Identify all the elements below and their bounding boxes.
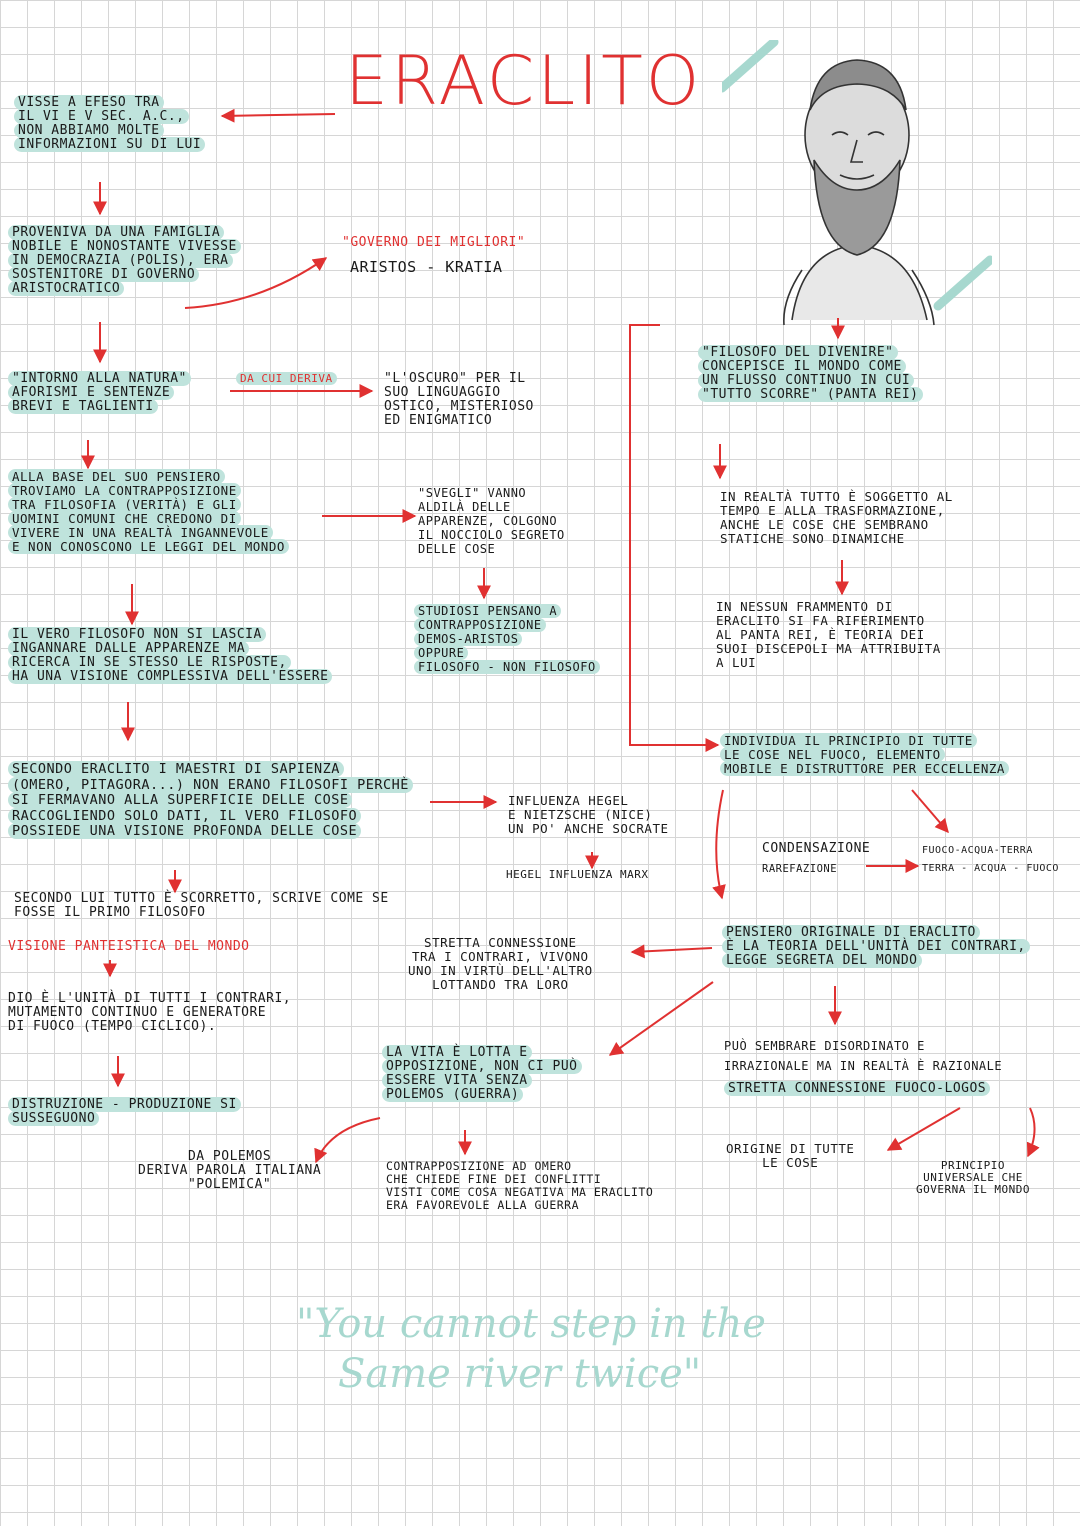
- note-contrapposizione-omero: CONTRAPPOSIZIONE AD OMERO CHE CHIEDE FINE DEI CONFLITTI VISTI COME COSA NEGATIVA MA ERACLITO ERA FAVOREVOLE ALLA GUERRA: [386, 1159, 654, 1212]
- note-puo-sembrare: PUÒ SEMBRARE DISORDINATO E IRRAZIONALE MA IN REALTÀ È RAZIONALE: [724, 1039, 1003, 1073]
- note-visione-panteistica: VISIONE PANTEISTICA DEL MONDO: [8, 939, 250, 954]
- note-frammento: IN NESSUN FRAMMENTO DI ERACLITO SI FA RIFERIMENTO AL PANTA REI, È TEORIA DEI SUOI DISCEPOLI MA ATTRIBUITA A LUI: [716, 599, 941, 670]
- note-aristos-kratia: ARISTOS - KRATIA: [350, 258, 503, 276]
- note-dio-unita: DIO È L'UNITÀ DI TUTTI I CONTRARI, MUTAMENTO CONTINUO E GENERATORE DI FUOCO (TEMPO CICLICO).: [8, 991, 292, 1034]
- note-maestri-sapienza: SECONDO ERACLITO I MAESTRI DI SAPIENZA (OMERO, PITAGORA...) NON ERANO FILOSOFI PERCHÈ SI FERMAVANO ALLA SUPERFICIE DELLE COSE RACCOGLIENDO SOLO DATI, IL VERO FILOSOFO POSSIEDE UNA VISIONE PROFONDA DELLE COSE: [8, 762, 413, 840]
- label-rarefazione: RAREFAZIONE: [762, 863, 838, 875]
- note-realta-trasformazione: IN REALTÀ TUTTO È SOGGETTO AL TEMPO E ALLA TRASFORMAZIONE, ANCHE LE COSE CHE SEMBRANO STATICHE SONO DINAMICHE: [720, 489, 953, 546]
- note-polemica: DA POLEMOS DERIVA PAROLA ITALIANA "POLEMICA": [138, 1149, 322, 1192]
- note-unita-contrari: PENSIERO ORIGINALE DI ERACLITO È LA TEORIA DELL'UNITÀ DEI CONTRARI, LEGGE SEGRETA DEL MONDO: [722, 926, 1030, 968]
- note-principio-fuoco: INDIVIDUA IL PRINCIPIO DI TUTTE LE COSE NEL FUOCO, ELEMENTO MOBILE E DISTRUTTORE PER ECCELLENZA: [720, 734, 1009, 776]
- note-visse-efeso: VISSE A EFESO TRA IL VI E V SEC. A.C., NON ABBIAMO MOLTE INFORMAZIONI SU DI LUI: [14, 96, 205, 152]
- note-alla-base: ALLA BASE DEL SUO PENSIERO TROVIAMO LA CONTRAPPOSIZIONE TRA FILOSOFIA (VERITÀ) E GLI UOMINI COMUNI CHE CREDONO DI VIVERE IN UNA REALTÀ INGANNEVOLE E NON CONOSCONO LE LEGGI DEL MONDO: [8, 470, 289, 554]
- note-principio-universale: PRINCIPIO UNIVERSALE CHE GOVERNA IL MONDO: [916, 1159, 1030, 1196]
- label-condensazione-sequenza: FUOCO-ACQUA-TERRA: [922, 845, 1033, 856]
- note-filosofo-divenire: "FILOSOFO DEL DIVENIRE" CONCEPISCE IL MONDO COME UN FLUSSO CONTINUO IN CUI "TUTTO SCORRE" (PANTA REI): [698, 346, 923, 402]
- note-influenza-hegel: INFLUENZA HEGEL E NIETZSCHE (NICE) UN PO' ANCHE SOCRATE: [508, 793, 669, 836]
- note-famiglia-nobile: PROVENIVA DA UNA FAMIGLIA NOBILE E NONOSTANTE VIVESSE IN DEMOCRAZIA (POLIS), ERA SOSTENITORE DI GOVERNO ARISTOCRATICO: [8, 226, 241, 296]
- note-fuoco-logos: STRETTA CONNESSIONE FUOCO-LOGOS: [724, 1082, 990, 1096]
- note-origine: ORIGINE DI TUTTE LE COSE: [726, 1141, 855, 1170]
- note-hegel-marx: HEGEL INFLUENZA MARX: [506, 868, 649, 881]
- note-vero-filosofo: IL VERO FILOSOFO NON SI LASCIA INGANNARE DALLE APPARENZE MA RICERCA IN SE STESSO LE RISPOSTE, HA UNA VISIONE COMPLESSIVA DELL'ESSERE: [8, 628, 332, 684]
- note-governo-migliori: "GOVERNO DEI MIGLIORI": [342, 235, 526, 250]
- label-rarefazione-sequenza: TERRA - ACQUA - FUOCO: [922, 863, 1059, 874]
- page-title: ERACLITO: [345, 42, 703, 121]
- note-oscuro: "L'OSCURO" PER IL SUO LINGUAGGIO OSTICO, MISTERIOSO ED ENIGMATICO: [384, 371, 534, 428]
- note-intorno-natura: "INTORNO ALLA NATURA" AFORISMI E SENTENZE BREVI E TAGLIENTI: [8, 372, 191, 414]
- note-distruzione: DISTRUZIONE - PRODUZIONE SI SUSSEGUONO: [8, 1098, 241, 1126]
- label-da-cui-deriva: DA CUI DERIVA: [236, 372, 337, 386]
- note-svegli: "SVEGLI" VANNO ALDILÀ DELLE APPARENZE, COLGONO IL NOCCIOLO SEGRETO DELLE COSE: [418, 486, 565, 556]
- quote-line-2: Same river twice": [338, 1351, 702, 1397]
- label-condensazione: CONDENSAZIONE: [762, 841, 871, 856]
- note-studiosi: STUDIOSI PENSANO A CONTRAPPOSIZIONE DEMOS-ARISTOS OPPURE FILOSOFO - NON FILOSOFO: [414, 604, 600, 674]
- note-stretta-connessione: STRETTA CONNESSIONE TRA I CONTRARI, VIVONO UNO IN VIRTÙ DELL'ALTRO LOTTANDO TRA LORO: [408, 935, 593, 992]
- quote-line-1: "You cannot step in the: [296, 1301, 766, 1347]
- note-vita-lotta: LA VITA È LOTTA E OPPOSIZIONE, NON CI PUÒ ESSERE VITA SENZA POLEMOS (GUERRA): [382, 1046, 582, 1102]
- note-secondo-lui: SECONDO LUI TUTTO È SCORRETTO, SCRIVE COME SE FOSSE IL PRIMO FILOSOFO: [14, 891, 389, 920]
